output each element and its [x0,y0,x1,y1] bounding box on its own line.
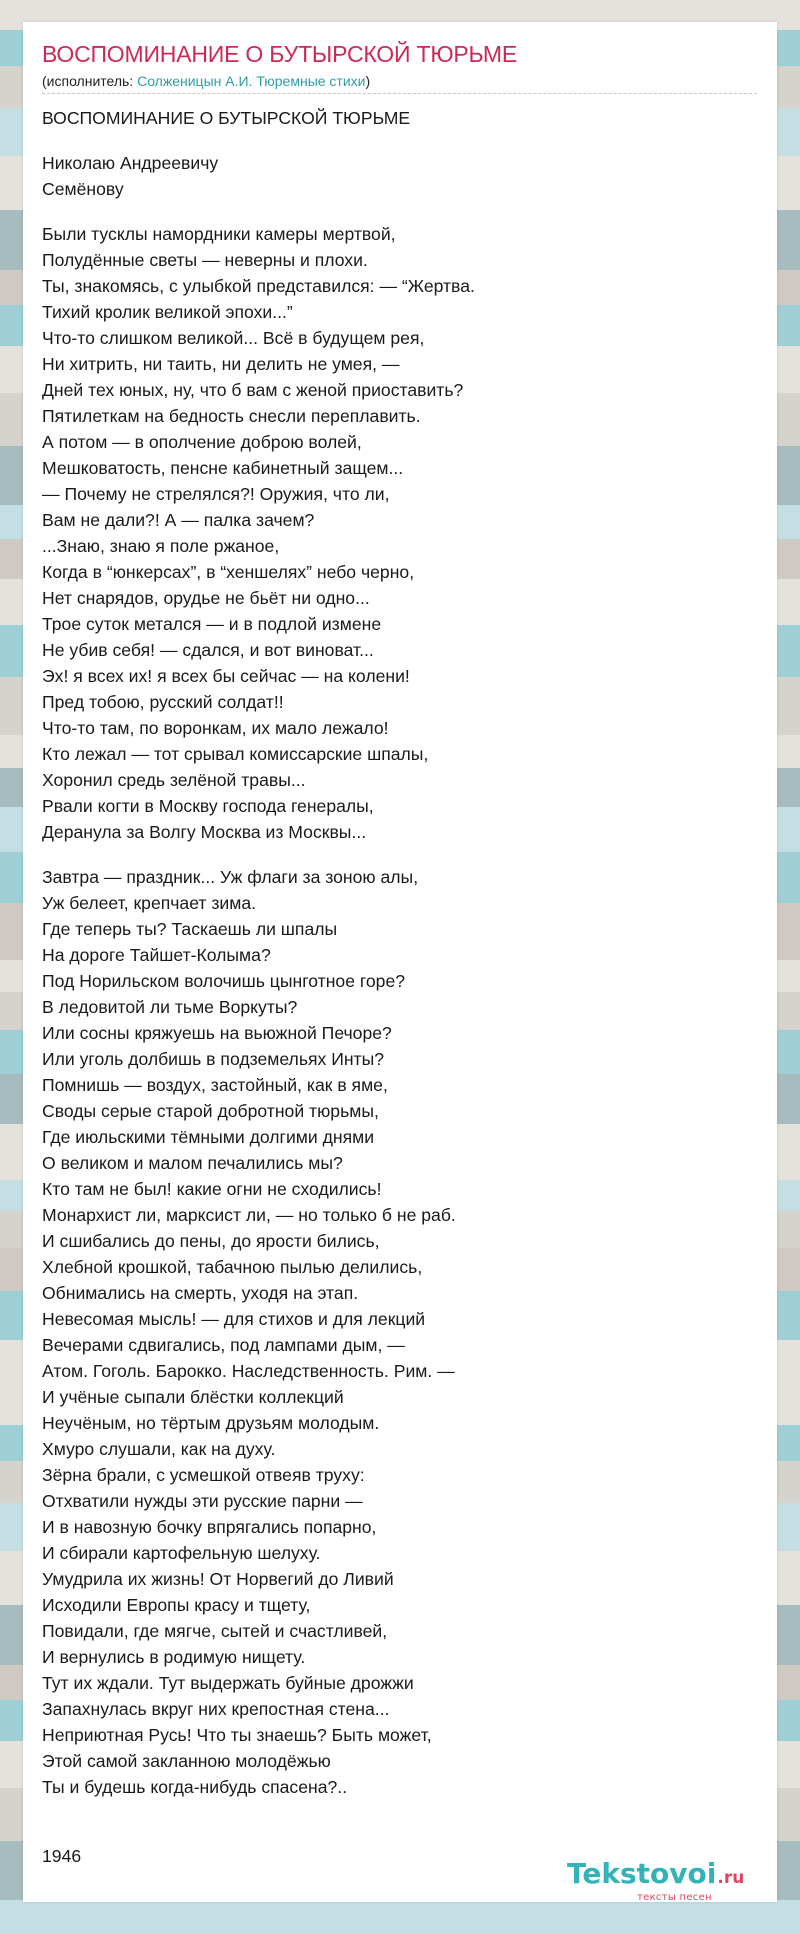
lyric-line: Мешковатость, пенсне кабинетный защем... [42,458,404,478]
logo-tagline: тексты песен [637,1892,712,1903]
lyric-line: Эх! я всех их! я всех бы сейчас — на колени! [42,666,410,686]
lyric-line: И сшибались до пены, до ярости бились, [42,1231,380,1251]
lyric-line: Ты и будешь когда-нибудь спасена?.. [42,1777,348,1797]
lyric-line: Запахнулась вкруг них крепостная стена... [42,1699,390,1719]
performer-prefix: (исполнитель: [42,73,138,89]
lyric-line: Нет снарядов, орудье не бьёт ни одно... [42,588,370,608]
lyric-line: Неучёным, но тёртым друзьям молодым. [42,1413,380,1433]
lyric-line: Монархист ли, марксист ли, — но только б не раб. [42,1205,456,1225]
lyric-line: Вечерами сдвигались, под лампами дым, — [42,1335,405,1355]
lyric-line: Зёрна брали, с усмешкой отвеяв труху: [42,1465,365,1485]
lyric-line: Завтра — праздник... Уж флаги за зоною алы, [42,867,419,887]
lyric-line: На дороге Тайшет-Колыма? [42,945,271,965]
lyric-line: Что-то слишком великой... Всё в будущем рея, [42,328,425,348]
title-divider [42,93,757,94]
lyric-line: Тихий кролик великой эпохи...” [42,302,293,322]
lyric-line: Невесомая мысль! — для стихов и для лекций [42,1309,426,1329]
lyric-line: Уж белеет, крепчает зима. [42,893,257,913]
lyric-line: Повидали, где мягче, сытей и счастливей, [42,1621,388,1641]
lyric-line: Атом. Гоголь. Барокко. Наследственность. Рим. — [42,1361,455,1381]
lyric-line: Где теперь ты? Таскаешь ли шпалы [42,919,338,939]
lyric-line: В ледовитой ли тьме Воркуты? [42,997,298,1017]
lyric-line: Рвали когти в Москву господа генералы, [42,796,374,816]
lyric-line: И сбирали картофельную шелуху. [42,1543,321,1563]
lyric-line: О великом и малом печалились мы? [42,1153,343,1173]
blank-line [42,202,742,221]
lyric-line: Ты, знакомясь, с улыбкой представился: — “Жертва. [42,276,475,296]
stanza-2 [42,864,742,1800]
lyric-line: Хлебной крошкой, табачною пылью делились, [42,1257,423,1277]
lyric-line: А потом — в ополчение доброю волей, [42,432,362,452]
lyric-line: Или сосны кряжуешь на вьюжной Печоре? [42,1023,392,1043]
lyric-line: Когда в “юнкерсах”, в “хеншелях” небо черно, [42,562,415,582]
stanza-1 [42,221,742,845]
lyric-line: Дней тех юных, ну, что б вам с женой приоставить? [42,380,464,400]
lyric-line: Хоронил средь зелёной травы... [42,770,306,790]
lyric-line: Под Норильском волочишь цынготное горе? [42,971,406,991]
lyric-line: Трое суток метался — и в подлой измене [42,614,382,634]
performer-suffix: ) [365,73,371,89]
lyric-line: Были тусклы намордники камеры мертвой, [42,224,396,244]
lyric-line: Кто лежал — тот срывал комиссарские шпалы, [42,744,429,764]
lyric-line: Пятилеткам на бедность снесли переплавить. [42,406,421,426]
lyric-line: — Почему не стрелялся?! Оружия, что ли, [42,484,390,504]
lyric-line: Полудённые светы — неверны и плохи. [42,250,368,270]
lyric-line: Вам не дали?! А — палка зачем? [42,510,315,530]
logo-domain: .ru [717,1868,745,1888]
lyric-line: Пред тобою, русский солдат!! [42,692,284,712]
lyric-line: Или уголь долбишь в подземельях Инты? [42,1049,385,1069]
site-logo[interactable] [567,1857,745,1903]
lyric-line: Хмуро слушали, как на духу. [42,1439,276,1459]
lyric-line: Ни хитрить, ни таить, ни делить не умея, — [42,354,400,374]
performer-link[interactable]: Солженицын А.И. Тюремные стихи [137,73,366,89]
lyric-line: Отхватили нужды эти русские парни — [42,1491,363,1511]
lyric-line: Не убив себя! — сдался, и вот виноват... [42,640,374,660]
lyric-line: Исходили Европы красу и тщету, [42,1595,311,1615]
performer-line [42,73,370,89]
lyric-line: Этой самой закланною молодёжью [42,1751,331,1771]
blank-line [42,845,742,864]
lyric-line: Обнимались на смерть, уходя на этап. [42,1283,359,1303]
lyric-line: Кто там не был! какие огни не сходились! [42,1179,382,1199]
lyrics-heading: ВОСПОМИНАНИЕ О БУТЫРСКОЙ ТЮРЬМЕ [42,108,411,128]
lyric-line: Что-то там, по воронкам, их мало лежало! [42,718,389,738]
lyric-line: Неприютная Русь! Что ты знаешь? Быть может, [42,1725,432,1745]
lyric-line: ...Знаю, знаю я поле ржаное, [42,536,280,556]
blank-line [42,131,742,150]
lyric-line: И вернулись в родимую нищету. [42,1647,306,1667]
lyric-line: Где июльскими тёмными долгими днями [42,1127,375,1147]
lyrics-text [42,105,742,1800]
lyric-line: Своды серые старой добротной тюрьмы, [42,1101,379,1121]
dedication-line: Николаю Андреевичу [42,153,219,173]
logo-wordmark: Tekstovoi [567,1857,717,1890]
page-title: ВОСПОМИНАНИЕ О БУТЫРСКОЙ ТЮРЬМЕ [42,41,518,67]
lyric-line: Деранула за Волгу Москва из Москвы... [42,822,367,842]
lyric-line: Умудрила их жизнь! От Норвегий до Ливий [42,1569,394,1589]
lyric-line: И учёные сыпали блёстки коллекций [42,1387,344,1407]
dedication-line: Семёнову [42,179,124,199]
lyric-line: Помнишь — воздух, застойный, как в яме, [42,1075,388,1095]
lyric-line: И в навозную бочку впрягались попарно, [42,1517,377,1537]
lyric-line: Тут их ждали. Тут выдержать буйные дрожжи [42,1673,414,1693]
poem-year: 1946 [42,1846,82,1866]
background-stripe [0,1900,800,1934]
